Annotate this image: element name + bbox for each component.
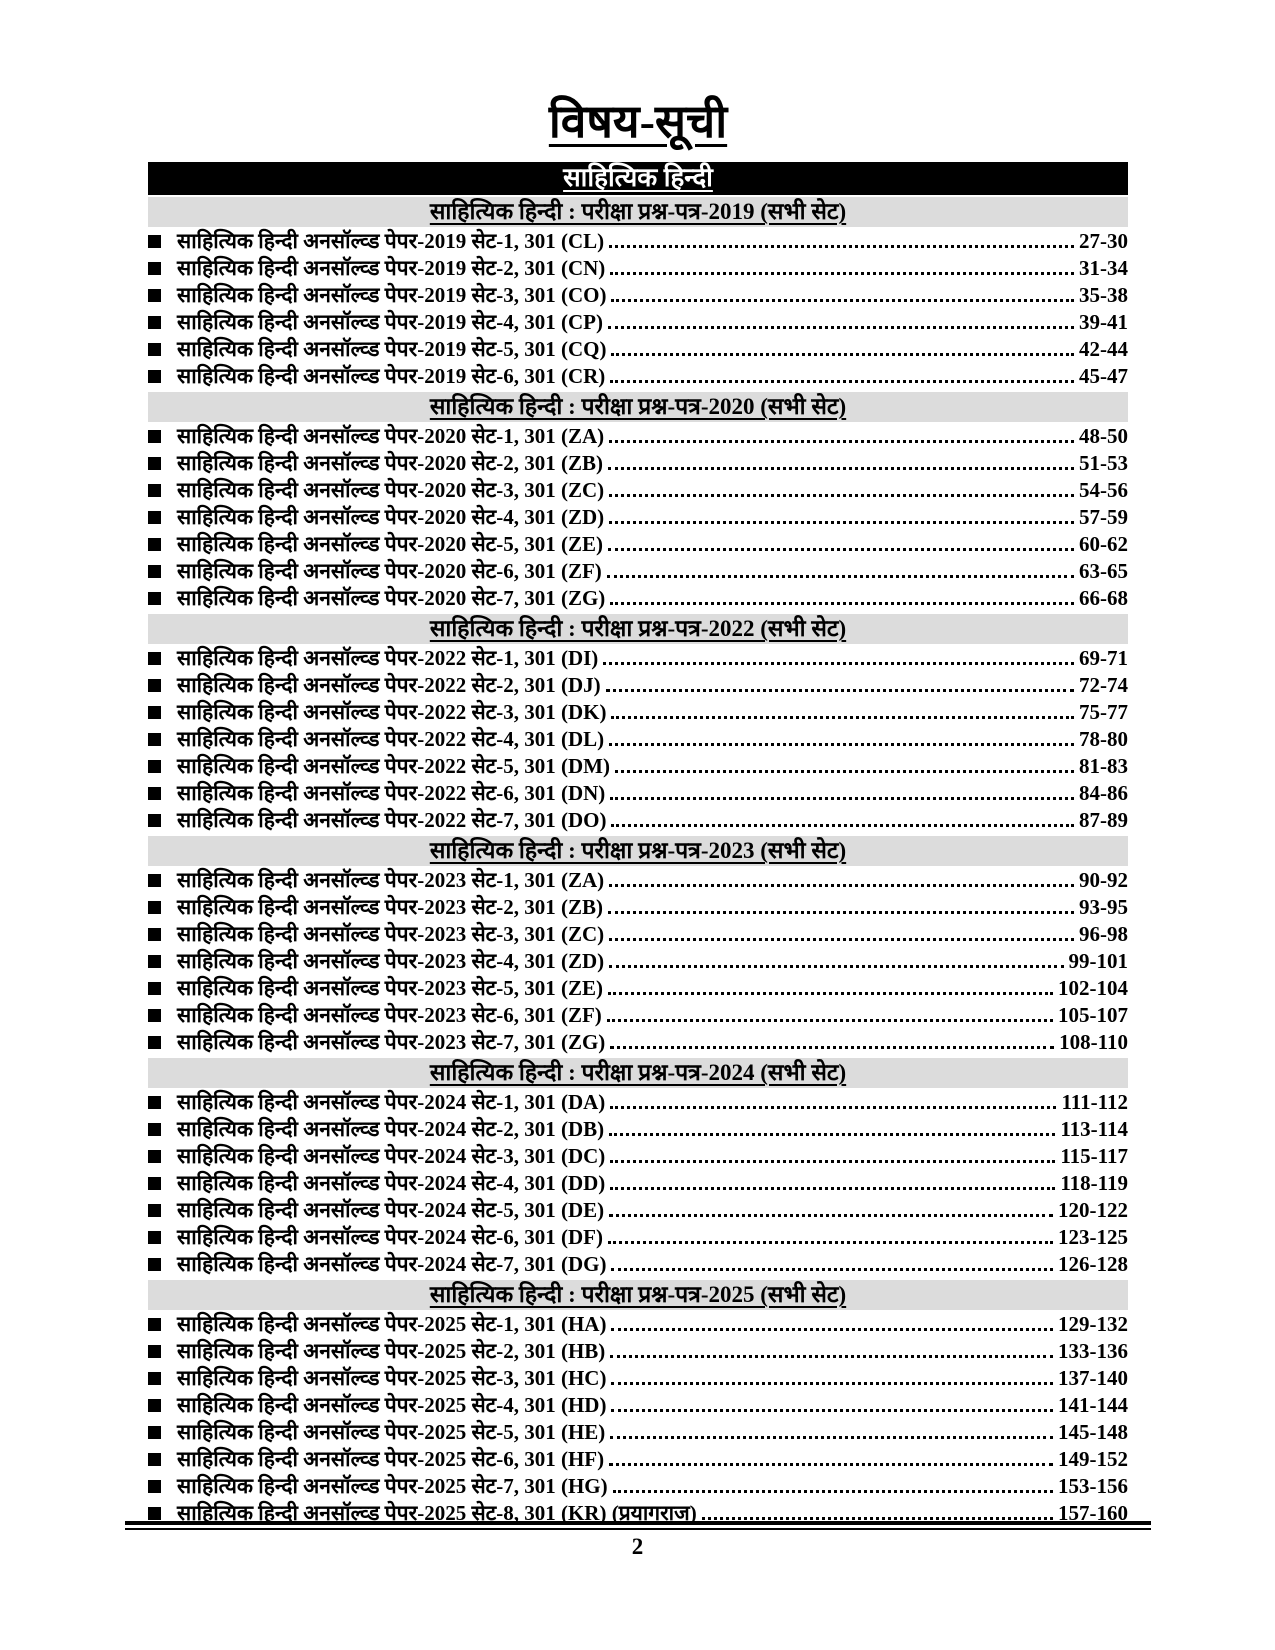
square-bullet-icon [148,511,161,524]
square-bullet-icon [148,1453,161,1466]
entry-page-range: 102-104 [1058,975,1128,1000]
entry-label: साहित्यिक हिन्दी अनसॉल्व्ड पेपर-2025 सेट-2, 301 (HB) [177,1339,606,1364]
entry-label: साहित्यिक हिन्दी अनसॉल्व्ड पेपर-2019 सेट-5, 301 (CQ) [177,337,607,362]
entry-label: साहित्यिक हिन्दी अनसॉल्व्ड पेपर-2023 सेट-4, 301 (ZD) [177,949,605,974]
section-header-text: साहित्यिक हिन्दी : परीक्षा प्रश्न-पत्र-2019 (सभी सेट) [429,199,847,225]
section-rows [148,1089,1128,1278]
square-bullet-icon [148,1318,161,1331]
toc-entry [148,726,1128,753]
dotted-leader [608,1241,1053,1244]
toc-entry [148,645,1128,672]
toc-entry [148,1365,1128,1392]
dotted-leader [610,797,1074,800]
square-bullet-icon [148,1372,161,1385]
toc-entry [148,1311,1128,1338]
entry-page-range: 35-38 [1079,282,1128,307]
toc-entry [148,309,1128,336]
square-bullet-icon [148,565,161,578]
dotted-leader [610,1436,1053,1439]
entry-page-range: 87-89 [1079,807,1128,832]
dotted-leader [606,689,1074,692]
square-bullet-icon [148,430,161,443]
entry-page-range: 27-30 [1079,228,1128,253]
dotted-leader [609,1214,1053,1217]
dotted-leader [611,1268,1053,1271]
dotted-leader [603,662,1074,665]
square-bullet-icon [148,733,161,746]
toc-section [148,1058,1128,1278]
dotted-leader [608,992,1053,995]
section-header-text: साहित्यिक हिन्दी : परीक्षा प्रश्न-पत्र-2023 (सभी सेट) [429,838,847,864]
entry-label: साहित्यिक हिन्दी अनसॉल्व्ड पेपर-2019 सेट-2, 301 (CN) [177,256,606,281]
entry-page-range: 149-152 [1058,1446,1128,1471]
square-bullet-icon [148,316,161,329]
square-bullet-icon [148,457,161,470]
entry-label: साहित्यिक हिन्दी अनसॉल्व्ड पेपर-2022 सेट-7, 301 (DO) [177,808,607,833]
section-header-text: साहित्यिक हिन्दी : परीक्षा प्रश्न-पत्र-2024 (सभी सेट) [429,1060,847,1086]
entry-label: साहित्यिक हिन्दी अनसॉल्व्ड पेपर-2020 सेट-5, 301 (ZE) [177,532,603,557]
square-bullet-icon [148,592,161,605]
entry-page-range: 129-132 [1058,1311,1128,1336]
toc-entry [148,282,1128,309]
dotted-leader [608,911,1074,914]
entry-label: साहित्यिक हिन्दी अनसॉल्व्ड पेपर-2022 सेट-5, 301 (DM) [177,754,610,779]
toc-content [148,0,1128,1527]
dotted-leader [609,521,1074,524]
entry-label: साहित्यिक हिन्दी अनसॉल्व्ड पेपर-2022 सेट-2, 301 (DJ) [177,673,601,698]
entry-page-range: 113-114 [1060,1116,1128,1141]
dotted-leader [609,245,1074,248]
toc-entry [148,558,1128,585]
toc-entry [148,1224,1128,1251]
toc-entry [148,867,1128,894]
entry-page-range: 157-160 [1058,1500,1128,1525]
entry-page-range: 42-44 [1079,336,1128,361]
square-bullet-icon [148,874,161,887]
toc-entry [148,423,1128,450]
toc-entry [148,807,1128,834]
entry-label: साहित्यिक हिन्दी अनसॉल्व्ड पेपर-2019 सेट-1, 301 (CL) [177,229,605,254]
entry-page-range: 90-92 [1079,867,1128,892]
square-bullet-icon [148,1231,161,1244]
entry-label: साहित्यिक हिन्दी अनसॉल्व्ड पेपर-2019 सेट-4, 301 (CP) [177,310,603,335]
square-bullet-icon [148,787,161,800]
entry-page-range: 96-98 [1079,921,1128,946]
entry-label: साहित्यिक हिन्दी अनसॉल्व्ड पेपर-2023 सेट-3, 301 (ZC) [177,922,605,947]
dotted-leader [609,1133,1055,1136]
dotted-leader [611,1382,1053,1385]
dotted-leader [611,716,1074,719]
entry-page-range: 108-110 [1059,1029,1128,1054]
toc-entry [148,672,1128,699]
dotted-leader [609,965,1063,968]
entry-page-range: 45-47 [1079,363,1128,388]
square-bullet-icon [148,1345,161,1358]
dotted-leader [608,548,1074,551]
section-rows [148,423,1128,612]
entry-label: साहित्यिक हिन्दी अनसॉल्व्ड पेपर-2020 सेट-7, 301 (ZG) [177,586,606,611]
entry-page-range: 81-83 [1079,753,1128,778]
toc-entry [148,1116,1128,1143]
square-bullet-icon [148,1507,161,1520]
toc-entry [148,894,1128,921]
toc-entry [148,1251,1128,1278]
entry-label: साहित्यिक हिन्दी अनसॉल्व्ड पेपर-2022 सेट-4, 301 (DL) [177,727,605,752]
entry-page-range: 69-71 [1079,645,1128,670]
dotted-leader [610,1106,1056,1109]
square-bullet-icon [148,760,161,773]
entry-label: साहित्यिक हिन्दी अनसॉल्व्ड पेपर-2022 सेट-3, 301 (DK) [177,700,607,725]
dotted-leader [611,353,1074,356]
entry-page-range: 137-140 [1058,1365,1128,1390]
section-rows [148,645,1128,834]
entry-page-range: 126-128 [1058,1251,1128,1276]
square-bullet-icon [148,1258,161,1271]
dotted-leader [610,380,1074,383]
dotted-leader [613,1490,1053,1493]
toc-entry [148,228,1128,255]
section-header-text: साहित्यिक हिन्दी : परीक्षा प्रश्न-पत्र-2022 (सभी सेट) [429,616,847,642]
entry-label: साहित्यिक हिन्दी अनसॉल्व्ड पेपर-2020 सेट-1, 301 (ZA) [177,424,605,449]
entry-label: साहित्यिक हिन्दी अनसॉल्व्ड पेपर-2020 सेट-6, 301 (ZF) [177,559,602,584]
entry-page-range: 145-148 [1058,1419,1128,1444]
square-bullet-icon [148,1177,161,1190]
toc-entry [148,255,1128,282]
toc-entry [148,1002,1128,1029]
toc-entry [148,1392,1128,1419]
toc-entry [148,363,1128,390]
dotted-leader [609,938,1074,941]
entry-label: साहित्यिक हिन्दी अनसॉल्व्ड पेपर-2024 सेट-5, 301 (DE) [177,1198,605,1223]
entry-label: साहित्यिक हिन्दी अनसॉल्व्ड पेपर-2022 सेट-1, 301 (DI) [177,646,599,671]
entry-label: साहित्यिक हिन्दी अनसॉल्व्ड पेपर-2020 सेट-4, 301 (ZD) [177,505,605,530]
dotted-leader [609,1463,1053,1466]
dotted-leader [607,1019,1053,1022]
toc-section [148,197,1128,390]
toc-section [148,836,1128,1056]
page-title-text: विषय-सूची [548,96,728,147]
entry-page-range: 48-50 [1079,423,1128,448]
toc-section [148,614,1128,834]
toc-sections [148,197,1128,1527]
square-bullet-icon [148,235,161,248]
square-bullet-icon [148,1009,161,1022]
dotted-leader [615,770,1074,773]
dotted-leader [609,494,1074,497]
square-bullet-icon [148,1426,161,1439]
dotted-leader [611,824,1074,827]
section-rows [148,867,1128,1056]
toc-entry [148,1419,1128,1446]
toc-entry [148,921,1128,948]
square-bullet-icon [148,538,161,551]
section-header [148,614,1128,644]
entry-page-range: 123-125 [1058,1224,1128,1249]
square-bullet-icon [148,1150,161,1163]
dotted-leader [702,1517,1053,1520]
section-rows [148,1311,1128,1527]
entry-label: साहित्यिक हिन्दी अनसॉल्व्ड पेपर-2019 सेट-6, 301 (CR) [177,364,606,389]
square-bullet-icon [148,928,161,941]
entry-label: साहित्यिक हिन्दी अनसॉल्व्ड पेपर-2023 सेट-6, 301 (ZF) [177,1003,602,1028]
entry-page-range: 115-117 [1060,1143,1128,1168]
entry-label: साहित्यिक हिन्दी अनसॉल्व्ड पेपर-2019 सेट-3, 301 (CO) [177,283,607,308]
entry-page-range: 111-112 [1061,1089,1128,1114]
toc-entry [148,780,1128,807]
square-bullet-icon [148,982,161,995]
toc-entry [148,1473,1128,1500]
toc-entry [148,1170,1128,1197]
entry-label: साहित्यिक हिन्दी अनसॉल्व्ड पेपर-2025 सेट-7, 301 (HG) [177,1474,608,1499]
entry-label: साहित्यिक हिन्दी अनसॉल्व्ड पेपर-2025 सेट-1, 301 (HA) [177,1312,607,1337]
entry-page-range: 54-56 [1079,477,1128,502]
square-bullet-icon [148,343,161,356]
square-bullet-icon [148,679,161,692]
square-bullet-icon [148,1096,161,1109]
entry-page-range: 39-41 [1079,309,1128,334]
entry-label: साहित्यिक हिन्दी अनसॉल्व्ड पेपर-2024 सेट-7, 301 (DG) [177,1252,607,1277]
toc-entry [148,1143,1128,1170]
toc-entry [148,504,1128,531]
entry-page-range: 60-62 [1079,531,1128,556]
square-bullet-icon [148,1399,161,1412]
footer-rule [125,1521,1151,1530]
entry-page-range: 99-101 [1068,948,1128,973]
section-header [148,197,1128,227]
entry-label: साहित्यिक हिन्दी अनसॉल्व्ड पेपर-2024 सेट-1, 301 (DA) [177,1090,606,1115]
dotted-leader [607,575,1074,578]
toc-entry [148,1197,1128,1224]
dotted-leader [611,1409,1053,1412]
square-bullet-icon [148,1480,161,1493]
entry-page-range: 153-156 [1058,1473,1128,1498]
square-bullet-icon [148,484,161,497]
square-bullet-icon [148,814,161,827]
dotted-leader [611,299,1074,302]
entry-label: साहित्यिक हिन्दी अनसॉल्व्ड पेपर-2025 सेट-3, 301 (HC) [177,1366,607,1391]
square-bullet-icon [148,1123,161,1136]
entry-page-range: 75-77 [1079,699,1128,724]
section-header-text: साहित्यिक हिन्दी : परीक्षा प्रश्न-पत्र-2020 (सभी सेट) [429,394,847,420]
dotted-leader [610,272,1074,275]
section-header-text: साहित्यिक हिन्दी : परीक्षा प्रश्न-पत्र-2025 (सभी सेट) [429,1282,847,1308]
entry-label: साहित्यिक हिन्दी अनसॉल्व्ड पेपर-2024 सेट-2, 301 (DB) [177,1117,605,1142]
square-bullet-icon [148,262,161,275]
toc-entry [148,336,1128,363]
section-header [148,1058,1128,1088]
section-header [148,392,1128,422]
entry-label: साहित्यिक हिन्दी अनसॉल्व्ड पेपर-2023 सेट-2, 301 (ZB) [177,895,603,920]
square-bullet-icon [148,955,161,968]
toc-entry [148,1029,1128,1056]
dotted-leader [610,602,1074,605]
section-rows [148,228,1128,390]
square-bullet-icon [148,1036,161,1049]
toc-entry [148,531,1128,558]
dotted-leader [611,1328,1053,1331]
toc-entry [148,1338,1128,1365]
dotted-leader [608,326,1074,329]
entry-page-range: 84-86 [1079,780,1128,805]
toc-entry [148,753,1128,780]
entry-label: साहित्यिक हिन्दी अनसॉल्व्ड पेपर-2023 सेट-7, 301 (ZG) [177,1030,606,1055]
section-header [148,1280,1128,1310]
dotted-leader [610,1355,1053,1358]
page-title [148,0,1128,149]
dotted-leader [609,743,1074,746]
square-bullet-icon [148,901,161,914]
square-bullet-icon [148,1204,161,1217]
square-bullet-icon [148,289,161,302]
dotted-leader [610,1160,1055,1163]
subject-banner-text: साहित्यिक हिन्दी [563,163,713,193]
toc-entry [148,585,1128,612]
entry-page-range: 93-95 [1079,894,1128,919]
toc-entry [148,1089,1128,1116]
entry-page-range: 118-119 [1060,1170,1128,1195]
entry-label: साहित्यिक हिन्दी अनसॉल्व्ड पेपर-2025 सेट-6, 301 (HF) [177,1447,605,1472]
entry-label: साहित्यिक हिन्दी अनसॉल्व्ड पेपर-2025 सेट-5, 301 (HE) [177,1420,606,1445]
entry-label: साहित्यिक हिन्दी अनसॉल्व्ड पेपर-2025 सेट-8, 301 (KR) (प्रयागराज) [177,1501,697,1526]
entry-page-range: 31-34 [1079,255,1128,280]
entry-label: साहित्यिक हिन्दी अनसॉल्व्ड पेपर-2023 सेट-5, 301 (ZE) [177,976,603,1001]
entry-page-range: 57-59 [1079,504,1128,529]
dotted-leader [609,884,1074,887]
entry-label: साहित्यिक हिन्दी अनसॉल्व्ड पेपर-2024 सेट-6, 301 (DF) [177,1225,603,1250]
dotted-leader [609,440,1074,443]
entry-page-range: 120-122 [1058,1197,1128,1222]
entry-label: साहित्यिक हिन्दी अनसॉल्व्ड पेपर-2024 सेट-3, 301 (DC) [177,1144,606,1169]
entry-page-range: 78-80 [1079,726,1128,751]
dotted-leader [610,1046,1054,1049]
square-bullet-icon [148,706,161,719]
footer-page-number: 2 [631,1534,644,1559]
entry-page-range: 141-144 [1058,1392,1128,1417]
entry-page-range: 51-53 [1079,450,1128,475]
subject-banner [148,162,1128,195]
entry-label: साहित्यिक हिन्दी अनसॉल्व्ड पेपर-2025 सेट-4, 301 (HD) [177,1393,607,1418]
entry-page-range: 63-65 [1079,558,1128,583]
entry-page-range: 66-68 [1079,585,1128,610]
entry-page-range: 133-136 [1058,1338,1128,1363]
toc-section [148,1280,1128,1527]
entry-label: साहित्यिक हिन्दी अनसॉल्व्ड पेपर-2020 सेट-2, 301 (ZB) [177,451,603,476]
entry-label: साहित्यिक हिन्दी अनसॉल्व्ड पेपर-2022 सेट-6, 301 (DN) [177,781,606,806]
square-bullet-icon [148,652,161,665]
entry-label: साहित्यिक हिन्दी अनसॉल्व्ड पेपर-2023 सेट-1, 301 (ZA) [177,868,605,893]
entry-label: साहित्यिक हिन्दी अनसॉल्व्ड पेपर-2024 सेट-4, 301 (DD) [177,1171,606,1196]
dotted-leader [608,467,1074,470]
entry-page-range: 105-107 [1058,1002,1128,1027]
square-bullet-icon [148,370,161,383]
entry-label: साहित्यिक हिन्दी अनसॉल्व्ड पेपर-2020 सेट-3, 301 (ZC) [177,478,605,503]
toc-section [148,392,1128,612]
toc-entry [148,699,1128,726]
toc-entry [148,477,1128,504]
entry-page-range: 72-74 [1079,672,1128,697]
toc-entry [148,1446,1128,1473]
section-header [148,836,1128,866]
toc-entry [148,948,1128,975]
toc-entry [148,450,1128,477]
dotted-leader [610,1187,1055,1190]
toc-entry [148,975,1128,1002]
